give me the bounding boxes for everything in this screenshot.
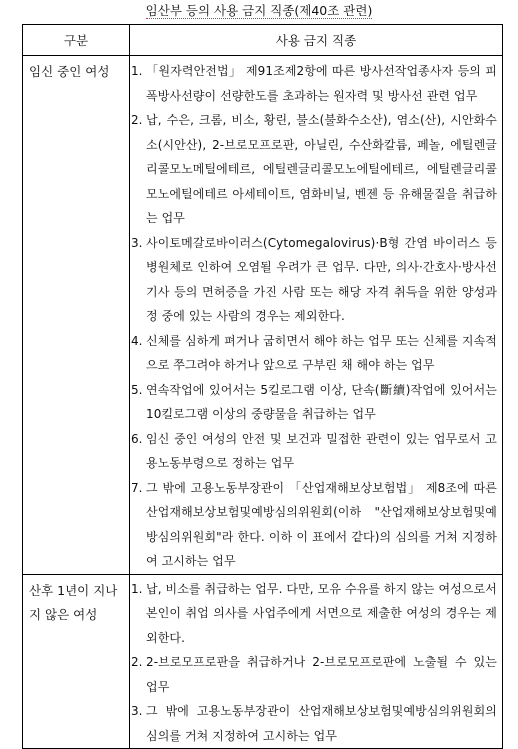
list-item (130, 699, 502, 748)
list-item (130, 108, 502, 231)
category-label: 산후 1년이 지나지 않은 여성 (29, 582, 118, 622)
item-number: 7. (131, 480, 143, 495)
item-text: 신체를 심하게 펴거나 굽히면서 해야 하는 업무 또는 신체를 지속적으로 쭈그려야 하거나 앞으로 구부린 채 해야 하는 업무 (146, 333, 497, 372)
list-item (130, 59, 502, 108)
item-text: 그 밖에 고용노동부장관이 산업재해보상보험및예방심의위원회의 심의를 거쳐 지정하여 고시하는 업무 (146, 704, 497, 743)
row-items-cell (130, 56, 503, 575)
item-number: 3. (131, 704, 143, 718)
item-text: 사이토메갈로바이러스(Cytomegalovirus)·B형 간염 바이러스 등 병원체로 인하여 오염될 우려가 큰 업무. 다만, 의사·간호사·방사선기사 등의 면허증을 가진 사람 또는 해당 자격 취득을 위한 양성과정 중에 있는 사람의 경우는 제외한다. (146, 235, 497, 323)
item-number: 5. (131, 382, 143, 397)
item-number: 2. (131, 655, 143, 669)
document-title (0, 2, 518, 20)
table-row (23, 56, 503, 575)
item-number: 4. (131, 333, 143, 348)
prohibited-occupations-table (22, 24, 503, 749)
item-text: 임신 중인 여성의 안전 및 보건과 밀접한 관련이 있는 업무로서 고용노동부령으로 정하는 업무 (146, 431, 497, 470)
document-title-text: 임산부 등의 사용 금지 직종(제40조 관련) (145, 3, 373, 18)
item-number: 3. (131, 235, 143, 250)
category-label: 임신 중인 여성 (29, 64, 110, 79)
list-item (130, 577, 502, 651)
list-item (130, 476, 502, 574)
item-text: 납, 비소를 취급하는 업무. 다만, 모유 수유를 하지 않는 여성으로서 본인이 취업 의사를 사업주에게 서면으로 제출한 여성의 경우는 제외한다. (146, 581, 497, 645)
item-text: 「원자력안전법」 제91조제2항에 따른 방사선작업종사자 등의 피폭방사선량이 선량한도를 초과하는 원자력 및 방사선 관련 업무 (146, 64, 497, 103)
item-text: 납, 수은, 크롬, 비소, 황린, 불소(불화수소산), 염소(산), 시안화수소(시안산), 2-브로모프로판, 아닐린, 수산화칼륨, 페놀, 에틸렌글리콜모노메틸에테르, 에틸렌글리콜모노에틸에테르, 에틸렌글리콜모노에틸에테르 아세테이트, 염화비닐, 벤젠 등 유해물질을 취급하는 업무 (146, 113, 497, 225)
table-header-row (23, 25, 503, 56)
list-item (130, 378, 502, 427)
list-item (130, 427, 502, 476)
item-number: 6. (131, 431, 143, 446)
item-number: 2. (131, 113, 143, 127)
list-item (130, 231, 502, 329)
item-text: 연속작업에 있어서는 5킬로그램 이상, 단속(斷續)작업에 있어서는 10킬로그램 이상의 중량물을 취급하는 업무 (146, 382, 497, 421)
header-category: 구분 (23, 25, 130, 56)
table-row (23, 574, 503, 749)
item-number: 1. (131, 581, 143, 596)
row-category-cell (23, 56, 130, 575)
list-item (130, 329, 502, 378)
item-text: 그 밖에 고용노동부장관이 「산업재해보상보험법」 제8조에 따른 산업재해보상보험및예방심의위원회(이하 "산업재해보상보험및예방심의위원회"라 한다. 이하 이 표에서 같다)의 심의를 거쳐 지정하여 고시하는 업무 (146, 480, 497, 568)
header-prohibited-jobs: 사용 금지 직종 (130, 25, 503, 56)
item-text: 2-브로모프로판을 취급하거나 2-브로모프로판에 노출될 수 있는 업무 (146, 655, 497, 694)
row-category-cell (23, 574, 130, 749)
list-item (130, 650, 502, 699)
row-items-cell (130, 574, 503, 749)
item-number: 1. (131, 64, 143, 78)
